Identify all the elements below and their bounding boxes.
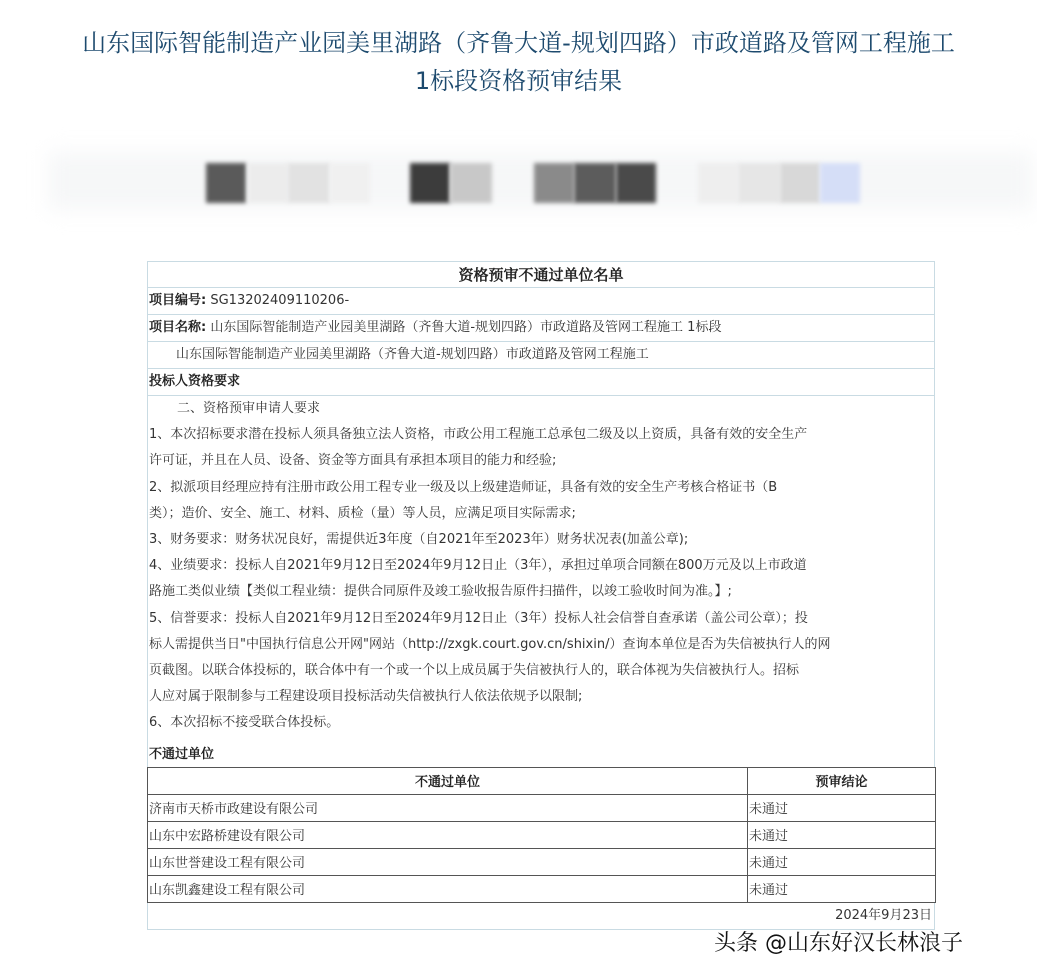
project-number-label: 项目编号: [149,293,207,308]
table-row [148,794,936,821]
unit-name: 山东中宏路桥建设有限公司 [148,821,748,848]
requirements-block [147,396,935,743]
project-subname-row: 山东国际智能制造产业园美里湖路（齐鲁大道-规划四路）市政道路及管网工程施工 [147,342,935,369]
unit-result: 未通过 [748,875,936,902]
project-number-row [147,288,935,315]
watermark: 头条 @山东好汉长林浪子 [714,931,963,956]
req-line: 人应对属于限制参与工程建设项目投标活动失信被执行人依法依规予以限制; [149,689,583,705]
project-name-row [147,315,935,342]
blurred-redaction-bar [48,146,1033,216]
table-row [148,821,936,848]
table-header-row [148,767,936,794]
header-unit: 不通过单位 [148,767,748,794]
req-line: 4、业绩要求：投标人自2021年9月12日至2024年9月12日止（3年），承担过单项合同额在800万元及以上市政道 [149,558,807,574]
unit-result: 未通过 [748,848,936,875]
table-row [148,848,936,875]
unit-result: 未通过 [748,794,936,821]
unit-name: 山东世誉建设工程有限公司 [148,848,748,875]
qualification-label: 投标人资格要求 [149,374,241,389]
title-line-1: 山东国际智能制造产业园美里湖路（齐鲁大道-规划四路）市政道路及管网工程施工 [82,29,955,57]
failed-units-table [147,767,936,903]
title-line-2: 1标段资格预审结果 [414,67,623,95]
req-line: 5、信誉要求：投标人自2021年9月12日至2024年9月12日止（3年）投标人社会信誉自查承诺（盖公司公章）；投 [149,610,808,626]
header-result: 预审结论 [748,767,936,794]
project-number: SG13202409110206- [210,293,350,308]
unit-result: 未通过 [748,821,936,848]
req-line: 3、财务要求：财务状况良好，需提供近3年度（自2021年至2023年）财务状况表(加盖公章); [149,532,689,548]
req-line: 二、资格预审申请人要求 [177,401,321,416]
req-line: 标人需提供当日"中国执行信息公开网"网站（http://zxgk.court.gov.cn/shixin/）查询本单位是否为失信被执行人的网 [149,636,831,652]
req-line: 许可证，并且在人员、设备、资金等方面具有承担本项目的能力和经验; [149,453,557,469]
qualification-label-row [147,369,935,396]
doc-heading: 资格预审不通过单位名单 [147,261,935,288]
req-line: 路施工类似业绩【类似工程业绩：提供合同原件及竣工验收报告原件扫描件，以竣工验收时间为准。】; [149,584,732,600]
req-line: 类）；造价、安全、施工、材料、质检（量）等人员，应满足项目实际需求; [149,505,576,521]
failed-units-label: 不通过单位 [147,743,935,767]
req-line: 1、本次招标要求潜在投标人须具备独立法人资格，市政公用工程施工总承包二级及以上资质，具备有效的安全生产 [149,427,808,443]
unit-name: 山东凯鑫建设工程有限公司 [148,875,748,902]
table-row [148,875,936,902]
req-line: 页截图。以联合体投标的，联合体中有一个或一个以上成员属于失信被执行人的，联合体视为失信被执行人。招标 [149,663,800,679]
req-line: 6、本次招标不接受联合体投标。 [149,715,340,731]
req-line: 2、拟派项目经理应持有注册市政公用工程专业一级及以上级建造师证，具备有效的安全生产考核合格证书（B [149,479,778,495]
project-name-label: 项目名称: [149,320,207,335]
project-name: 山东国际智能制造产业园美里湖路（齐鲁大道-规划四路）市政道路及管网工程施工 1标段 [210,320,722,335]
publish-date: 2024年9月23日 [147,903,935,930]
page-title [0,24,1037,100]
prequalification-document [147,261,935,930]
unit-name: 济南市天桥市政建设有限公司 [148,794,748,821]
